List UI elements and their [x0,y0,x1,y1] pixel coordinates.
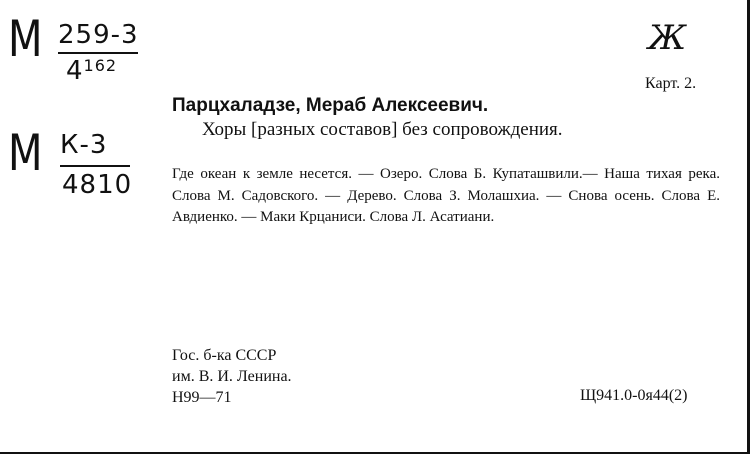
work-title: Хоры [разных составов] без сопровождения. [202,119,563,140]
shelfmark-1-divider [58,52,138,54]
handwritten-mark: Ж [648,18,687,58]
library-line-3: Н99—71 [172,389,232,406]
library-line-1: Гос. б-ка СССР [172,347,277,364]
library-imprint [172,345,292,408]
classification-code: Щ941.0-0я44(2) [580,387,688,404]
library-line-2: им. В. И. Ленина. [172,368,292,385]
shelfmark-1-lower-sup: 162 [83,56,118,75]
shelfmark-1-letter: М [8,10,43,68]
shelfmark-1-lower-main: 4 [66,56,84,86]
card-number: Карт. 2. [645,75,697,92]
shelfmark-2-lower: 4810 [62,170,133,200]
shelfmark-2-letter: М [8,124,43,182]
author-heading: Парцхаладзе, Мераб Алексеевич. [172,95,489,116]
shelfmark-1-lower [66,58,117,84]
shelfmark-2-divider [60,165,130,167]
contents-note: Где океан к земле несется. — Озеро. Слова Б. Купаташвили.— Наша тихая река. Слова М. Садовского. — Дерево. Слова З. Молашхиа. — Снова осень. Слова Е. Авдиенко. — Маки Крцаниси. Слова Л. Асатиани. [172,166,720,225]
shelfmark-1-upper: 259-3 [58,20,139,50]
shelfmark-2-upper: К-3 [60,130,108,160]
